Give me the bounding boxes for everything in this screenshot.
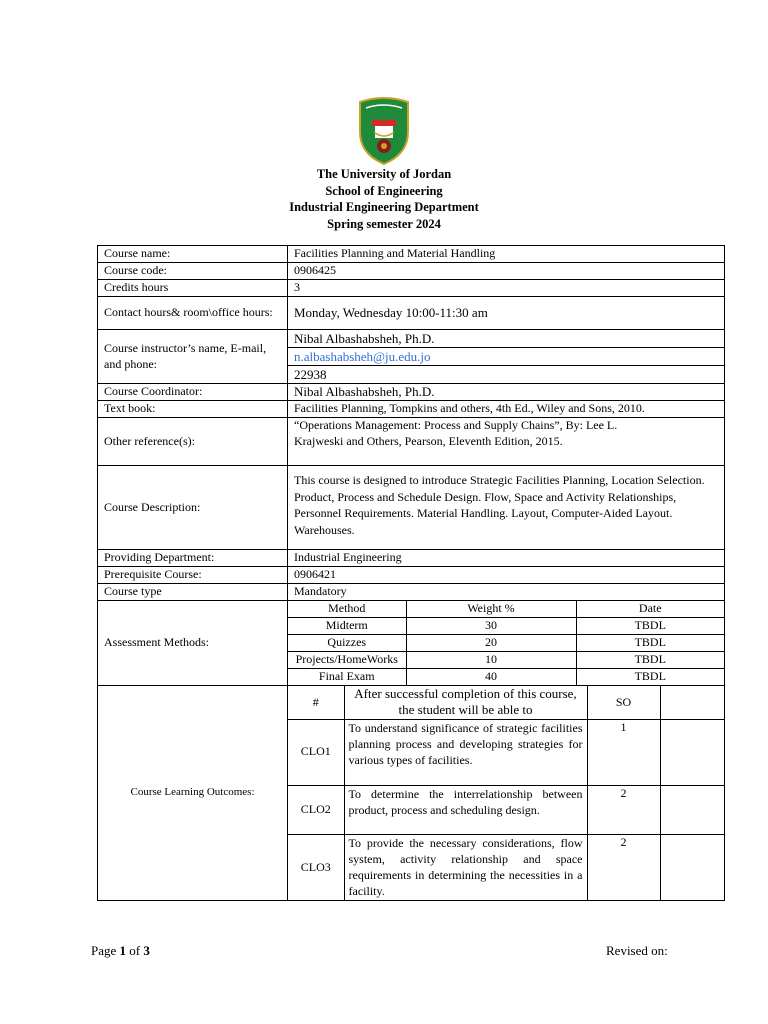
clo-label: Course Learning Outcomes:	[98, 686, 288, 901]
document-header	[0, 166, 768, 232]
clo-so: 2	[587, 785, 660, 834]
assessment-row	[288, 618, 724, 635]
school-name: School of Engineering	[325, 183, 443, 198]
page-prefix: Page	[91, 943, 117, 958]
contact-hours-label: Contact hours& room\office hours:	[98, 297, 288, 330]
providing-department-label: Providing Department:	[98, 550, 288, 567]
course-name: Facilities Planning and Material Handling	[288, 246, 725, 263]
description-label: Course Description:	[98, 466, 288, 550]
page-total: 3	[143, 943, 150, 958]
coordinator-label: Course Coordinator:	[98, 384, 288, 401]
credits-label: Credits hours	[98, 280, 288, 297]
clo-so: 1	[587, 719, 660, 785]
instructor-email-cell	[288, 348, 725, 366]
instructor-phone: 22938	[288, 366, 725, 384]
clo-table	[288, 686, 724, 900]
instructor-email-link[interactable]: n.albashabsheh@ju.edu.jo	[294, 348, 431, 364]
assessment-cell	[288, 601, 725, 686]
clo-text: To provide the necessary considerations, flow system, activity relationship and space requirements in determining the necessities in a facility.	[344, 834, 587, 900]
assessment-method: Midterm	[288, 618, 406, 635]
clo-header-number: #	[288, 686, 344, 719]
clo-so: 2	[587, 834, 660, 900]
semester: Spring semester 2024	[327, 216, 441, 231]
clo-empty	[660, 785, 724, 834]
course-type-label: Course type	[98, 584, 288, 601]
assessment-row	[288, 652, 724, 669]
assessment-date: TBDL	[576, 635, 724, 652]
clo-header-outcome: After successful completion of this course, the student will be able to	[344, 686, 587, 719]
prerequisite-course: 0906421	[288, 567, 725, 584]
clo-header-empty	[660, 686, 724, 719]
page-current: 1	[119, 943, 127, 958]
clo-row	[288, 719, 724, 785]
clo-header-so: SO	[587, 686, 660, 719]
assessment-date: TBDL	[576, 618, 724, 635]
course-code-label: Course code:	[98, 263, 288, 280]
references-label: Other reference(s):	[98, 418, 288, 466]
instructor-name: Nibal Albashabsheh, Ph.D.	[288, 330, 725, 348]
assessment-weight: 10	[406, 652, 576, 669]
page-of: of	[129, 943, 141, 958]
department-name: Industrial Engineering Department	[289, 200, 479, 214]
clo-cell	[288, 686, 725, 901]
page-number	[91, 943, 150, 959]
coordinator-name: Nibal Albashabsheh, Ph.D.	[288, 384, 725, 401]
clo-id: CLO3	[288, 834, 344, 900]
assessment-weight: 20	[406, 635, 576, 652]
clo-row	[288, 834, 724, 900]
course-code: 0906425	[288, 263, 725, 280]
clo-row	[288, 785, 724, 834]
reference-line-2: Krajweski and Others, Pearson, Eleventh Edition, 2015.	[294, 433, 563, 448]
textbook: Facilities Planning, Tompkins and others, 4th Ed., Wiley and Sons, 2010.	[288, 401, 725, 418]
reference-line-1: “Operations Management: Process and Supply Chains”, By: Lee L.	[294, 418, 618, 432]
revised-on: Revised on:	[606, 943, 668, 958]
credits-value: 3	[288, 280, 725, 297]
course-name-label: Course name:	[98, 246, 288, 263]
prerequisite-label: Prerequisite Course:	[98, 567, 288, 584]
assessment-table	[288, 601, 724, 685]
course-description: This course is designed to introduce Strategic Facilities Planning, Location Selection. Product, Process and Schedule Design. Flow, Space and Activity Relationships, Personnel Requirements. Material Handling. Layout, Computer-Aided Layout. Warehouses.	[288, 466, 725, 550]
clo-id: CLO1	[288, 719, 344, 785]
assessment-label: Assessment Methods:	[98, 601, 288, 686]
assessment-header: Date	[576, 601, 724, 618]
clo-header-row	[288, 686, 724, 719]
clo-empty	[660, 719, 724, 785]
textbook-label: Text book:	[98, 401, 288, 418]
assessment-header: Weight %	[406, 601, 576, 618]
clo-id: CLO2	[288, 785, 344, 834]
assessment-header: Method	[288, 601, 406, 618]
clo-empty	[660, 834, 724, 900]
assessment-date: TBDL	[576, 652, 724, 669]
university-name: The University of Jordan	[316, 167, 452, 181]
providing-department: Industrial Engineering	[288, 550, 725, 567]
assessment-row	[288, 669, 724, 686]
course-type: Mandatory	[288, 584, 725, 601]
syllabus-table	[97, 245, 725, 901]
assessment-method: Projects/HomeWorks	[288, 652, 406, 669]
assessment-date: TBDL	[576, 669, 724, 686]
assessment-method: Quizzes	[288, 635, 406, 652]
clo-text: To understand significance of strategic facilities planning process and developing strategies for various types of facilities.	[344, 719, 587, 785]
assessment-weight: 30	[406, 618, 576, 635]
assessment-row	[288, 635, 724, 652]
assessment-weight: 40	[406, 669, 576, 686]
clo-text: To determine the interrelationship between product, process and scheduling design.	[344, 785, 587, 834]
references	[288, 418, 725, 466]
assessment-method: Final Exam	[288, 669, 406, 686]
university-crest-icon	[356, 96, 412, 166]
instructor-label: Course instructor’s name, E-mail, and phone:	[98, 330, 288, 384]
assessment-header-row	[288, 601, 724, 618]
contact-hours: Monday, Wednesday 10:00-11:30 am	[288, 297, 725, 330]
